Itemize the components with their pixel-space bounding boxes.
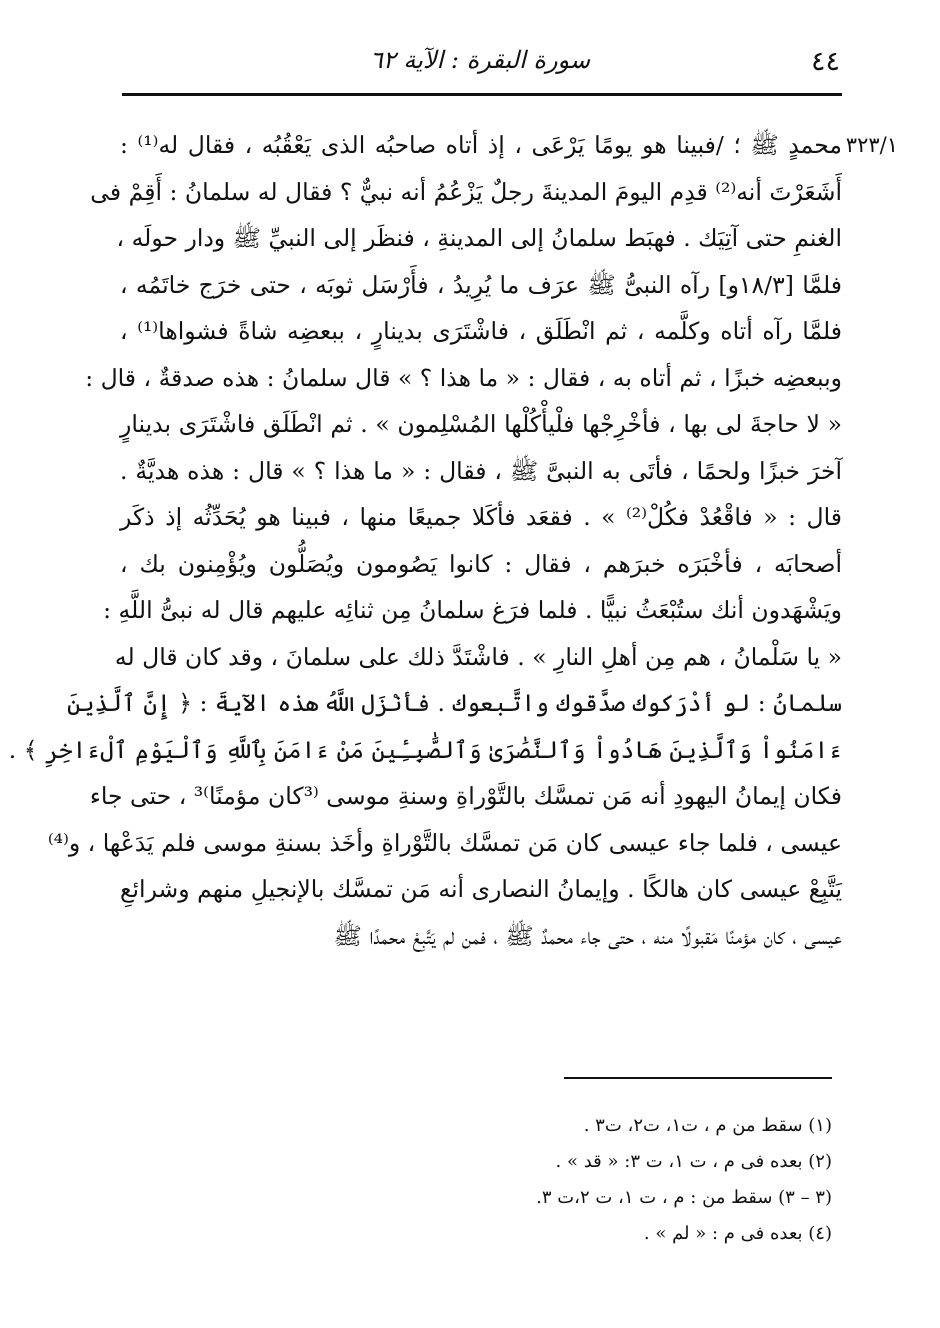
text-line: سلمانُ : لو أدْرَكوك صدَّقوك واتَّبعوك . فأنْزَل اللَّهُ هذه الآيةَ : ﴿ إِنَّ ٱلَّذِينَ — [66, 689, 842, 717]
text-line: « لا حاجةَ لى بها ، فأخْرِجْها فلْيأْكُلْها المُسْلِمون » . ثم انْطَلَق فاشْتَرَى بدينارٍ — [120, 410, 842, 438]
text-line: أصحابَه ، فأخْبَرَه خبرَهم ، فقال : كانوا يَصُومون ويُصَلُّون ويُؤْمِنون بك ، — [120, 549, 842, 578]
text-line: فلمَّا رآه أتاه وكلَّمه ، ثم انْطَلَق ، فاشْتَرَى بدينارٍ ، ببعضِه شاةً فشواها⁽¹⁾ ، — [120, 317, 842, 345]
text-line: فلمَّا [١٨/٣و] رآه النبىُّ ﷺ عرَف ما يُرِيدُ ، فأَرْسَل ثوبَه ، حتى خرَج خاتَمُه ، — [120, 270, 842, 299]
footnotes — [300, 1108, 832, 1252]
text-line: محمدٍ ﷺ ؛ /فبينا هو يومًا يَرْعَى ، إذ أتاه صاحبُه الذى يَعْقُبُه ، فقال له⁽¹⁾ : — [120, 131, 842, 159]
header-rule — [122, 93, 842, 96]
margin-volume-reference: ٣٢٣/١ — [845, 133, 898, 157]
page-number: ٤٤ — [810, 46, 840, 77]
footnote: (١) سقط من م ، ت١، ت٢، ت٣ . — [583, 1115, 832, 1136]
running-title: سورة البقرة : الآية ٦٢ — [369, 46, 591, 74]
text-line: عيسى ، فلما جاء عيسى كان مَن تمسَّك بالتَّوْراةِ وأخَذ بسنةِ موسى فلم يَدَعْها ، و⁽⁴⁾ — [47, 828, 842, 857]
text-line: « يا سَلْمانُ ، هم مِن أهلِ النارِ » . فاشْتَدَّ ذلك على سلمانَ ، وقد كان قال له — [114, 642, 842, 671]
text-line: فكان إيمانُ اليهودِ أنه مَن تمسَّك بالتَّوْراةِ وسنةِ موسى ⁽³كان مؤمنًا⁾³ ، حتى جاء — [89, 782, 842, 810]
footnote: (٢) بعده فى م ، ت ١، ت ٣: « قد » . — [555, 1151, 832, 1172]
quran-verse-line: ءَامَنُواْ وَٱلَّذِينَ هَادُواْ وَٱلنَّصَٰرَىٰ وَٱلصَّٰبِـِٔينَ مَنْ ءَامَنَ بِٱللَّهِ وَٱلْيَوْمِ ٱلْءَاخِرِ ﴾ . — [8, 735, 842, 764]
main-text — [8, 122, 842, 959]
text-line: عيسى ، كان مؤمنًا مَقبولًا منه ، حتى جاء محمدٌ ﷺ ، فمن لم يَتَّبِعْ محمدًا ﷺ — [333, 921, 842, 950]
text-line: قال : « فاقْعُدْ فكُلْ⁽²⁾ » . فقعَد فأكَلا جميعًا منها ، فبينا هو يُحَدِّثُه إذ ذكَر — [120, 503, 842, 531]
text-line: يَتَّبِعْ عيسى كان هالكًا . وإيمانُ النصارى أنه مَن تمسَّك بالإنجيلِ منهم وشرائعِ — [120, 875, 842, 903]
footnote-separator — [564, 1077, 832, 1079]
text-line: ويَشْهَدون أنك ستُبْعَثُ نبيًّا . فلما فرَغ سلمانُ مِن ثنائِه عليهم قال له نبىُّ اللَّهِ : — [103, 596, 842, 624]
page-header — [120, 40, 840, 90]
text-line: أَشَعَرْتَ أنه⁽²⁾ قدِم اليومَ المدينةَ رجلٌ يَزْعُمُ أنه نبيٌّ ؟ فقال له سلمانُ : أَقِمْ فى — [90, 177, 842, 206]
footnote: (٣ – ٣) سقط من : م ، ت ١، ت ٢،ت ٣. — [536, 1187, 832, 1208]
text-line: الغنمِ حتى آتِيَك . فهبَط سلمانُ إلى المدينةِ ، فنظَر إلى النبيِّ ﷺ ودار حولَه ، — [116, 224, 842, 252]
footnote: (٤) بعده فى م : « لم » . — [643, 1223, 832, 1244]
text-line: وببعضِه خبزًا ، ثم أتاه به ، فقال : « ما هذا ؟ » قال سلمانُ : هذه صدقةٌ ، قال : — [85, 363, 842, 392]
text-line: آخرَ خبزًا ولحمًا ، فأتَى به النبىَّ ﷺ ، فقال : « ما هذا ؟ » قال : هذه هديَّةٌ . — [120, 456, 842, 485]
